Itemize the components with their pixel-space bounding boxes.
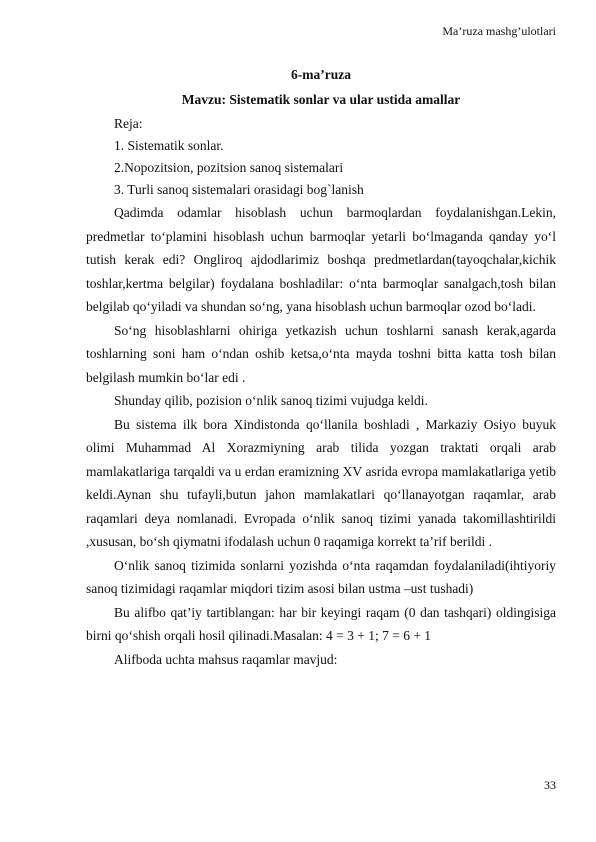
paragraph-decimal-origin: Shunday qilib, pozision o‘nlik sanoq tizimi vujudga keldi.	[114, 393, 428, 408]
running-header: Ma’ruza mashg’ulotlari	[442, 24, 556, 38]
paragraph-special-digits: Alifboda uchta mahsus raqamlar mavjud:	[114, 651, 338, 667]
paragraph-alphabet-order: Bu alifbo qat’iy tartiblangan: har bir keyingi raqam (0 dan tashqari) oldingisiga birni qo‘shish orqali hosil qilinadi.Masalan: 4 = 3 + 1; 7 = 6 + 1	[86, 604, 556, 643]
paragraph-decimal-digits: O‘nlik sanoq tizimida sonlarni yozishda o‘nta raqamdan foydalaniladi(ihtiyoriy sanoq tizimidagi raqamlar miqdori tizim asosi bilan ustma –ust tushadi)	[86, 557, 556, 596]
paragraph-history: Bu sistema ilk bora Xindistonda qo‘llanila boshladi , Markaziy Osiyo buyuk olimi Muhammad Al Xorazmiyning arab tilida yozgan traktati orqali arab mamlakatlariga tarqaldi va u erdan eramizning XV asrida evropa mamlakatlariga yetib keldi.Aynan shu tufayli,butun jahon mamlakatlari qo‘llanayotgan raqamlar, arab raqamlari deya nomlanadi. Evropada o‘nlik sanoq tizimi yanada takomillashtirildi ,xususan, bo‘sh qiymatni ifodalash uchun 0 raqamiga korrekt ta’rif berildi .	[86, 416, 556, 549]
page-number: 33	[544, 778, 556, 792]
paragraph-stone-counting: So‘ng hisoblashlarni ohiriga yetkazish uchun toshlarni sanash kerak,agarda toshlarning soni ham o‘ndan oshib ketsa,o‘nta mayda toshni bitta katta tosh bilan belgilash mumkin bo‘lar edi .	[86, 322, 556, 385]
plan-item-1: 1. Sistematik sonlar.	[114, 138, 224, 153]
lecture-number: 6-ma’ruza	[291, 67, 351, 82]
plan-label: Reja:	[114, 116, 143, 131]
lecture-topic: Mavzu: Sistematik sonlar va ular ustida amallar	[181, 92, 461, 107]
plan-item-2: 2.Nopozitsion, pozitsion sanoq sistemalari	[114, 160, 344, 175]
page-content	[86, 66, 556, 671]
plan-item-3: 3. Turli sanoq sistemalari orasidagi bog`lanish	[114, 182, 364, 197]
paragraph-ancient-counting: Qadimda odamlar hisoblash uchun barmoqlardan foydalanishgan.Lekin, predmetlar to‘plamini hisoblash uchun barmoqlar yetarli bo‘lmaganda qanday yo‘l tutish kerak edi? Ongliroq ajdodlarimiz boshqa predmetlardan(tayoqchalar,kichik toshlar,kertma belgilar) foydalana boshladilar: o‘nta barmoqlar sanalgach,tosh bilan belgilab qo‘yiladi va shundan so‘ng, yana hisoblash uchun barmoqlar ozod bo‘ladi.	[86, 205, 556, 314]
